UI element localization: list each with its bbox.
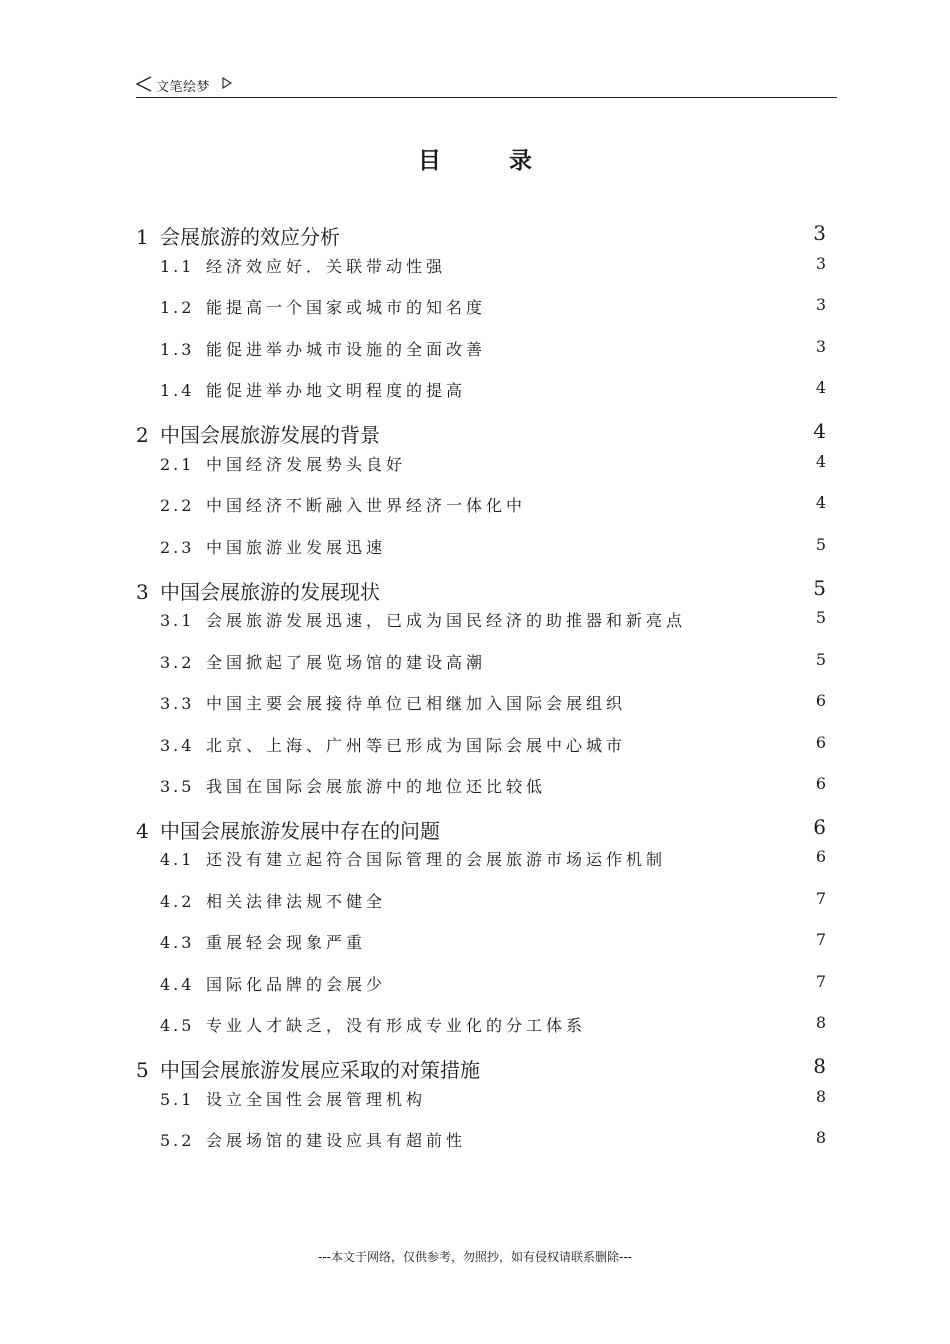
toc-entry-title: 经济效应好．关联带动性强 <box>206 257 447 276</box>
header-divider <box>136 97 837 98</box>
toc-section-entry[interactable] <box>136 337 826 363</box>
toc-entry-title: 设立全国性会展管理机构 <box>206 1090 427 1109</box>
toc-entry-page-number: 5 <box>815 535 826 554</box>
toc-entry-number: 4.4 <box>160 975 195 994</box>
toc-entry-number: 2.1 <box>160 455 195 474</box>
toc-entry-label <box>160 452 406 475</box>
toc-entry-label <box>160 930 366 953</box>
toc-entry-title: 相关法律法规不健全 <box>206 892 387 911</box>
toc-entry-page-number: 6 <box>815 847 826 866</box>
title-char-2: 录 <box>509 148 532 174</box>
toc-entry-title: 会展场馆的建设应具有超前性 <box>206 1131 467 1150</box>
toc-entry-number: 1.2 <box>160 298 195 317</box>
header-brand: 文笔绘梦 <box>156 80 211 95</box>
toc-entry-page-number: 3 <box>815 337 826 356</box>
toc-entry-number: 5.2 <box>160 1131 195 1150</box>
toc-entry-title: 会展旅游的效应分析 <box>160 225 340 249</box>
toc-entry-number: 3.1 <box>160 611 195 630</box>
toc-entry-page-number: 4 <box>813 419 826 443</box>
toc-entry-title: 中国主要会展接待单位已相继加入国际会展组织 <box>206 694 627 713</box>
toc-entry-title: 中国会展旅游发展应采取的对策措施 <box>160 1058 480 1082</box>
toc-chapter-entry[interactable] <box>136 576 826 602</box>
toc-entry-title: 中国会展旅游发展中存在的问题 <box>160 819 440 843</box>
toc-section-entry[interactable] <box>136 295 826 321</box>
toc-section-entry[interactable] <box>136 847 826 873</box>
toc-entry-title: 中国会展旅游发展的背景 <box>160 423 380 447</box>
footer-disclaimer: ---本文于网络，仅供参考，勿照抄，如有侵权请联系删除--- <box>318 1250 632 1264</box>
toc-section-entry[interactable] <box>136 535 826 561</box>
toc-entry-label <box>160 691 626 714</box>
toc-entry-page-number: 7 <box>815 889 826 908</box>
toc-section-entry[interactable] <box>136 774 826 800</box>
toc-entry-title: 国际化品牌的会展少 <box>206 975 387 994</box>
toc-entry-number: 4.3 <box>160 933 195 952</box>
toc-entry-number: 1.3 <box>160 340 195 359</box>
toc-entry-page-number: 6 <box>813 815 826 839</box>
triangle-left-icon <box>136 76 152 92</box>
toc-entry-label <box>160 1013 586 1036</box>
toc-entry-label <box>160 972 386 995</box>
toc-entry-number: 3.4 <box>160 736 195 755</box>
toc-section-entry[interactable] <box>136 972 826 998</box>
toc-entry-number: 4 <box>136 819 149 843</box>
toc-entry-title: 还没有建立起符合国际管理的会展旅游市场运作机制 <box>206 850 667 869</box>
toc-entry-label <box>160 733 626 756</box>
toc-entry-page-number: 6 <box>815 733 826 752</box>
toc-entry-page-number: 6 <box>815 691 826 710</box>
toc-entry-number: 3.2 <box>160 653 195 672</box>
toc-entry-page-number: 5 <box>815 650 826 669</box>
toc-entry-number: 2.3 <box>160 538 195 557</box>
toc-entry-number: 3.3 <box>160 694 195 713</box>
toc-entry-page-number: 6 <box>815 774 826 793</box>
toc-entry-page-number: 8 <box>815 1087 826 1106</box>
toc-entry-label <box>136 576 380 605</box>
toc-section-entry[interactable] <box>136 733 826 759</box>
toc-entry-number: 1 <box>136 225 149 249</box>
toc-entry-label <box>160 337 486 360</box>
toc-entry-label <box>160 774 546 797</box>
toc-entry-number: 5.1 <box>160 1090 195 1109</box>
page-title <box>0 142 950 175</box>
toc-entry-title: 会展旅游发展迅速，已成为国民经济的助推器和新亮点 <box>206 611 687 630</box>
toc-section-entry[interactable] <box>136 650 826 676</box>
toc-chapter-entry[interactable] <box>136 419 826 445</box>
toc-entry-label <box>160 295 486 318</box>
toc-entry-title: 中国经济不断融入世界经济一体化中 <box>206 496 527 515</box>
toc-entry-number: 4.1 <box>160 850 195 869</box>
toc-entry-page-number: 8 <box>813 1054 826 1078</box>
toc-entry-number: 4.5 <box>160 1016 195 1035</box>
toc-section-entry[interactable] <box>136 378 826 404</box>
toc-entry-page-number: 5 <box>813 576 826 600</box>
toc-entry-title: 能促进举办地文明程度的提高 <box>206 381 467 400</box>
toc-entry-label <box>160 254 446 277</box>
toc-entry-title: 能促进举办城市设施的全面改善 <box>206 340 487 359</box>
toc-entry-label <box>160 889 386 912</box>
toc-entry-label <box>136 419 380 448</box>
toc-entry-number: 3.5 <box>160 777 195 796</box>
toc-entry-page-number: 3 <box>813 221 826 245</box>
toc-section-entry[interactable] <box>136 691 826 717</box>
toc-entry-page-number: 4 <box>815 452 826 471</box>
toc-entry-page-number: 5 <box>815 608 826 627</box>
toc-entry-title: 中国经济发展势头良好 <box>206 455 407 474</box>
toc-entry-page-number: 3 <box>815 254 826 273</box>
toc-section-entry[interactable] <box>136 889 826 915</box>
toc-section-entry[interactable] <box>136 608 826 634</box>
toc-entry-label <box>160 535 386 558</box>
toc-section-entry[interactable] <box>136 254 826 280</box>
title-char-1: 目 <box>418 148 441 174</box>
toc-chapter-entry[interactable] <box>136 1054 826 1080</box>
toc-entry-title: 重展轻会现象严重 <box>206 933 367 952</box>
toc-entry-title: 能提高一个国家或城市的知名度 <box>206 298 487 317</box>
triangle-right-icon <box>222 77 232 89</box>
toc-section-entry[interactable] <box>136 452 826 478</box>
toc-entry-label <box>160 493 526 516</box>
toc-entry-page-number: 4 <box>815 493 826 512</box>
toc-chapter-entry[interactable] <box>136 221 826 247</box>
toc-entry-label <box>136 1054 480 1083</box>
toc-section-entry[interactable] <box>136 1013 826 1039</box>
toc-entry-title: 全国掀起了展览场馆的建设高潮 <box>206 653 487 672</box>
toc-entry-label <box>160 1087 426 1110</box>
toc-entry-page-number: 7 <box>815 972 826 991</box>
toc-section-entry[interactable] <box>136 930 826 956</box>
toc-entry-number: 1.1 <box>160 257 195 276</box>
toc-entry-label <box>136 221 340 250</box>
toc-entry-title: 中国会展旅游的发展现状 <box>160 580 380 604</box>
toc-entry-label <box>160 608 686 631</box>
toc-entry-title: 北京、上海、广州等已形成为国际会展中心城市 <box>206 736 627 755</box>
toc-entry-title: 中国旅游业发展迅速 <box>206 538 387 557</box>
toc-entry-page-number: 4 <box>815 378 826 397</box>
toc-entry-label <box>136 815 440 844</box>
toc-entry-title: 专业人才缺乏，没有形成专业化的分工体系 <box>206 1016 587 1035</box>
toc-entry-page-number: 8 <box>815 1128 826 1147</box>
toc-entry-number: 4.2 <box>160 892 195 911</box>
toc-entry-label <box>160 650 486 673</box>
page-header <box>136 74 836 96</box>
toc-section-entry[interactable] <box>136 493 826 519</box>
toc-entry-page-number: 8 <box>815 1013 826 1032</box>
toc-section-entry[interactable] <box>136 1128 826 1154</box>
toc-entry-page-number: 3 <box>815 295 826 314</box>
toc-entry-number: 2.2 <box>160 496 195 515</box>
toc-entry-label <box>160 847 666 870</box>
toc-entry-number: 3 <box>136 580 149 604</box>
toc-entry-label <box>160 378 466 401</box>
toc-section-entry[interactable] <box>136 1087 826 1113</box>
toc-entry-label <box>160 1128 466 1151</box>
toc-chapter-entry[interactable] <box>136 815 826 841</box>
toc-entry-number: 1.4 <box>160 381 195 400</box>
toc-entry-number: 2 <box>136 423 149 447</box>
toc-entry-title: 我国在国际会展旅游中的地位还比较低 <box>206 777 547 796</box>
toc-entry-number: 5 <box>136 1058 149 1082</box>
toc-entry-page-number: 7 <box>815 930 826 949</box>
